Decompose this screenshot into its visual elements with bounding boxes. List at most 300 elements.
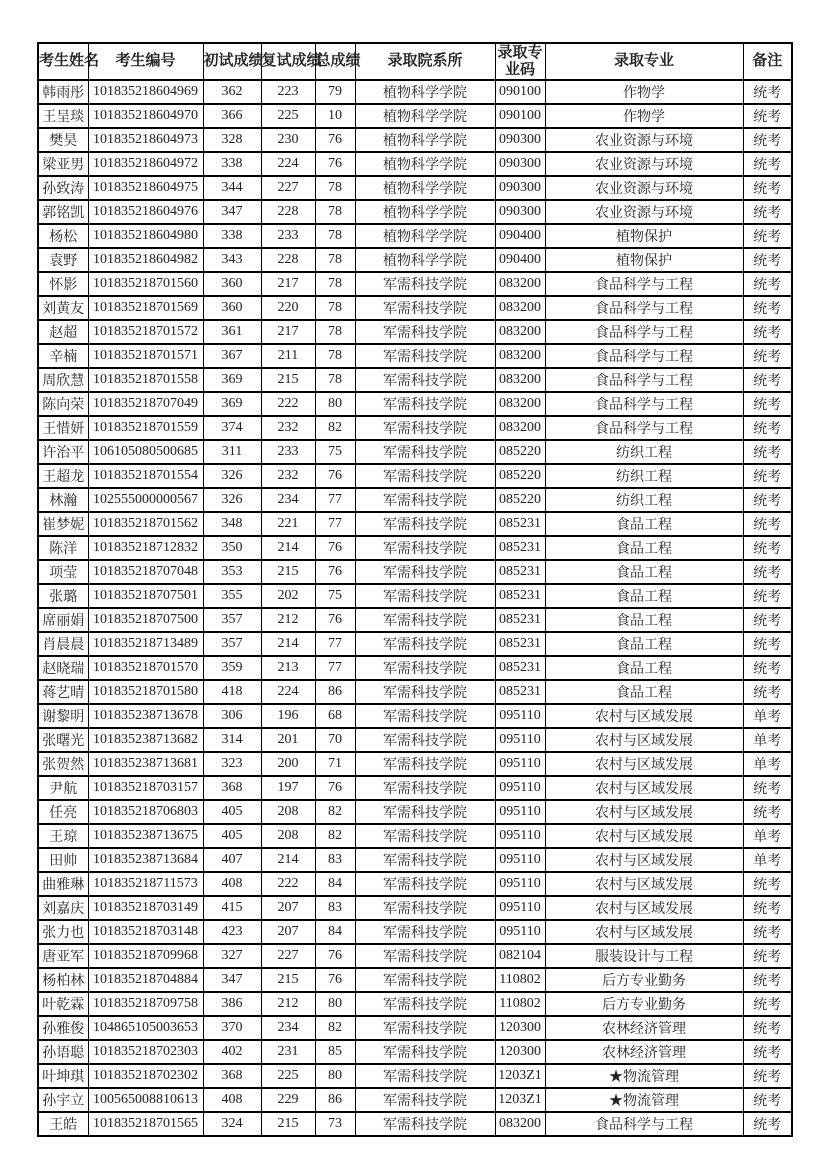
cell-candidate-id: 101835218701554 [88,464,203,488]
cell-remark: 统考 [743,392,792,416]
cell-department: 军需科技学院 [355,824,495,848]
cell-department: 军需科技学院 [355,536,495,560]
cell-major-code: 085231 [495,656,545,680]
cell-major: 食品工程 [545,632,743,656]
cell-remark: 统考 [743,104,792,128]
cell-candidate-id: 101835218702302 [88,1064,203,1088]
cell-department: 军需科技学院 [355,776,495,800]
cell-major-code: 085231 [495,608,545,632]
cell-major: 服装设计与工程 [545,944,743,968]
cell-major-code: 095110 [495,848,545,872]
cell-initial-score: 347 [203,968,261,992]
cell-retest-score: 208 [261,824,315,848]
cell-name: 张曙光 [38,728,88,752]
cell-department: 军需科技学院 [355,944,495,968]
cell-name: 陈洋 [38,536,88,560]
cell-name: 张力也 [38,920,88,944]
column-header-retest-score: 复试成绩 [261,43,315,80]
table-row [38,512,792,536]
cell-major-code: 095110 [495,800,545,824]
cell-remark: 统考 [743,368,792,392]
cell-remark: 统考 [743,512,792,536]
cell-major-code: 095110 [495,728,545,752]
column-header-candidate-id: 考生编号 [88,43,203,80]
cell-initial-score: 415 [203,896,261,920]
cell-initial-score: 361 [203,320,261,344]
cell-total-score: 80 [315,1064,355,1088]
cell-name: 张璐 [38,584,88,608]
cell-candidate-id: 101835218703148 [88,920,203,944]
cell-name: 曲雅琳 [38,872,88,896]
cell-candidate-id: 101835218703149 [88,896,203,920]
cell-name: 孙雅俊 [38,1016,88,1040]
cell-major: ★物流管理 [545,1088,743,1112]
cell-initial-score: 368 [203,1064,261,1088]
cell-candidate-id: 101835238713682 [88,728,203,752]
table-row [38,584,792,608]
cell-remark: 单考 [743,824,792,848]
cell-major: 农村与区域发展 [545,800,743,824]
cell-total-score: 76 [315,608,355,632]
table-row [38,1040,792,1064]
cell-initial-score: 374 [203,416,261,440]
cell-total-score: 78 [315,272,355,296]
cell-candidate-id: 101835218701572 [88,320,203,344]
table-row [38,80,792,104]
cell-name: 孙致涛 [38,176,88,200]
table-row [38,656,792,680]
cell-name: 王琼 [38,824,88,848]
cell-major-code: 090300 [495,128,545,152]
cell-major: 食品工程 [545,536,743,560]
cell-remark: 统考 [743,416,792,440]
cell-total-score: 82 [315,416,355,440]
cell-initial-score: 323 [203,752,261,776]
cell-total-score: 71 [315,752,355,776]
cell-retest-score: 214 [261,632,315,656]
cell-remark: 单考 [743,848,792,872]
cell-remark: 统考 [743,296,792,320]
cell-name: 辛楠 [38,344,88,368]
cell-initial-score: 311 [203,440,261,464]
cell-major-code: 085220 [495,488,545,512]
cell-remark: 统考 [743,920,792,944]
cell-initial-score: 347 [203,200,261,224]
cell-total-score: 77 [315,632,355,656]
cell-major-code: 083200 [495,344,545,368]
cell-total-score: 76 [315,128,355,152]
cell-initial-score: 407 [203,848,261,872]
cell-remark: 统考 [743,224,792,248]
cell-department: 植物科学学院 [355,128,495,152]
cell-major-code: 085231 [495,536,545,560]
cell-retest-score: 222 [261,872,315,896]
table-row [38,248,792,272]
table-row [38,968,792,992]
cell-candidate-id: 101835238713675 [88,824,203,848]
cell-name: 韩雨彤 [38,80,88,104]
table-row [38,824,792,848]
cell-name: 怀影 [38,272,88,296]
cell-major-code: 085220 [495,440,545,464]
cell-candidate-id: 101835218707048 [88,560,203,584]
cell-total-score: 76 [315,464,355,488]
cell-total-score: 76 [315,944,355,968]
table-row [38,1016,792,1040]
cell-name: 项莹 [38,560,88,584]
cell-name: 田帅 [38,848,88,872]
cell-department: 军需科技学院 [355,1016,495,1040]
cell-total-score: 86 [315,1088,355,1112]
cell-major-code: 083200 [495,320,545,344]
cell-department: 植物科学学院 [355,152,495,176]
cell-major-code: 095110 [495,896,545,920]
cell-total-score: 79 [315,80,355,104]
cell-department: 植物科学学院 [355,80,495,104]
cell-department: 军需科技学院 [355,416,495,440]
cell-candidate-id: 100565008810613 [88,1088,203,1112]
cell-major: 食品工程 [545,608,743,632]
admission-results-sheet [37,42,793,1137]
cell-major: 农林经济管理 [545,1016,743,1040]
cell-initial-score: 369 [203,392,261,416]
cell-major-code: 083200 [495,416,545,440]
cell-major-code: 090100 [495,80,545,104]
cell-major-code: 1203Z1 [495,1064,545,1088]
cell-candidate-id: 101835218709758 [88,992,203,1016]
cell-name: 尹航 [38,776,88,800]
cell-major-code: 090100 [495,104,545,128]
cell-remark: 统考 [743,632,792,656]
cell-department: 军需科技学院 [355,1088,495,1112]
cell-major-code: 083200 [495,272,545,296]
cell-candidate-id: 101835218703157 [88,776,203,800]
cell-department: 植物科学学院 [355,200,495,224]
cell-department: 军需科技学院 [355,704,495,728]
cell-initial-score: 405 [203,800,261,824]
cell-remark: 统考 [743,608,792,632]
cell-department: 军需科技学院 [355,800,495,824]
cell-retest-score: 234 [261,1016,315,1040]
cell-total-score: 82 [315,800,355,824]
cell-name: 林瀚 [38,488,88,512]
cell-candidate-id: 101835218701571 [88,344,203,368]
cell-major: 纺织工程 [545,440,743,464]
column-header-major-code: 录取专业码 [495,43,545,80]
cell-name: 叶坤琪 [38,1064,88,1088]
cell-retest-score: 232 [261,416,315,440]
cell-candidate-id: 101835218604973 [88,128,203,152]
cell-retest-score: 229 [261,1088,315,1112]
cell-department: 军需科技学院 [355,752,495,776]
cell-major: 食品科学与工程 [545,392,743,416]
table-row [38,368,792,392]
cell-remark: 统考 [743,656,792,680]
cell-initial-score: 343 [203,248,261,272]
cell-major-code: 090300 [495,200,545,224]
cell-department: 植物科学学院 [355,224,495,248]
cell-department: 军需科技学院 [355,368,495,392]
cell-retest-score: 223 [261,80,315,104]
cell-total-score: 85 [315,1040,355,1064]
cell-candidate-id: 101835218604980 [88,224,203,248]
cell-department: 军需科技学院 [355,608,495,632]
cell-candidate-id: 101835218712832 [88,536,203,560]
cell-candidate-id: 101835218707501 [88,584,203,608]
cell-initial-score: 355 [203,584,261,608]
table-row [38,1088,792,1112]
cell-total-score: 83 [315,848,355,872]
cell-retest-score: 220 [261,296,315,320]
cell-major-code: 120300 [495,1016,545,1040]
cell-initial-score: 314 [203,728,261,752]
cell-total-score: 77 [315,512,355,536]
cell-department: 军需科技学院 [355,296,495,320]
cell-retest-score: 207 [261,896,315,920]
cell-total-score: 77 [315,656,355,680]
cell-initial-score: 306 [203,704,261,728]
table-row [38,1064,792,1088]
cell-major: 农村与区域发展 [545,920,743,944]
cell-major: 食品科学与工程 [545,272,743,296]
cell-department: 军需科技学院 [355,728,495,752]
cell-department: 军需科技学院 [355,656,495,680]
cell-remark: 单考 [743,728,792,752]
cell-major: 食品科学与工程 [545,416,743,440]
cell-initial-score: 366 [203,104,261,128]
cell-total-score: 84 [315,872,355,896]
cell-major-code: 083200 [495,368,545,392]
cell-name: 袁野 [38,248,88,272]
cell-name: 周欣慧 [38,368,88,392]
cell-remark: 统考 [743,536,792,560]
cell-name: 王超龙 [38,464,88,488]
cell-major-code: 095110 [495,752,545,776]
cell-remark: 统考 [743,440,792,464]
cell-candidate-id: 101835238713684 [88,848,203,872]
cell-name: 杨柏林 [38,968,88,992]
cell-department: 军需科技学院 [355,392,495,416]
cell-department: 军需科技学院 [355,1112,495,1136]
cell-retest-score: 233 [261,440,315,464]
cell-initial-score: 338 [203,224,261,248]
cell-name: 王呈琰 [38,104,88,128]
cell-major: 食品工程 [545,680,743,704]
table-row [38,728,792,752]
cell-total-score: 78 [315,296,355,320]
cell-remark: 统考 [743,560,792,584]
cell-major-code: 110802 [495,992,545,1016]
cell-candidate-id: 101835238713678 [88,704,203,728]
cell-candidate-id: 101835218604976 [88,200,203,224]
cell-name: 肖晨晨 [38,632,88,656]
cell-major: 农村与区域发展 [545,896,743,920]
cell-name: 赵超 [38,320,88,344]
cell-retest-score: 230 [261,128,315,152]
cell-initial-score: 370 [203,1016,261,1040]
table-row [38,320,792,344]
cell-major-code: 095110 [495,704,545,728]
cell-initial-score: 369 [203,368,261,392]
cell-name: 杨松 [38,224,88,248]
cell-major: 植物保护 [545,224,743,248]
cell-total-score: 68 [315,704,355,728]
cell-candidate-id: 101835218701558 [88,368,203,392]
table-row [38,272,792,296]
cell-remark: 统考 [743,152,792,176]
cell-major-code: 085231 [495,680,545,704]
cell-department: 军需科技学院 [355,848,495,872]
cell-remark: 统考 [743,128,792,152]
cell-retest-score: 215 [261,368,315,392]
cell-department: 植物科学学院 [355,176,495,200]
cell-total-score: 82 [315,1016,355,1040]
cell-initial-score: 348 [203,512,261,536]
table-row [38,608,792,632]
cell-retest-score: 211 [261,344,315,368]
table-row [38,464,792,488]
cell-major: 农村与区域发展 [545,848,743,872]
cell-name: 樊昊 [38,128,88,152]
cell-candidate-id: 101835218701569 [88,296,203,320]
cell-retest-score: 225 [261,104,315,128]
cell-remark: 统考 [743,872,792,896]
cell-department: 军需科技学院 [355,920,495,944]
cell-major: 农业资源与环境 [545,176,743,200]
cell-major: 农村与区域发展 [545,824,743,848]
cell-department: 军需科技学院 [355,464,495,488]
cell-major: 农村与区域发展 [545,704,743,728]
cell-name: 王皓 [38,1112,88,1136]
cell-remark: 统考 [743,896,792,920]
cell-retest-score: 212 [261,608,315,632]
cell-major-code: 095110 [495,872,545,896]
cell-total-score: 75 [315,440,355,464]
cell-name: 席丽娟 [38,608,88,632]
cell-remark: 统考 [743,1112,792,1136]
cell-department: 军需科技学院 [355,968,495,992]
cell-initial-score: 353 [203,560,261,584]
cell-name: 刘黄友 [38,296,88,320]
cell-total-score: 80 [315,992,355,1016]
cell-major-code: 083200 [495,296,545,320]
cell-initial-score: 360 [203,272,261,296]
cell-retest-score: 228 [261,200,315,224]
cell-major: 食品科学与工程 [545,296,743,320]
cell-total-score: 78 [315,368,355,392]
cell-name: 谢黎明 [38,704,88,728]
cell-remark: 统考 [743,776,792,800]
cell-remark: 统考 [743,464,792,488]
cell-retest-score: 215 [261,1112,315,1136]
cell-name: 赵晓瑞 [38,656,88,680]
cell-remark: 统考 [743,968,792,992]
cell-candidate-id: 102555000000567 [88,488,203,512]
cell-name: 郭铭凯 [38,200,88,224]
cell-initial-score: 326 [203,488,261,512]
cell-department: 军需科技学院 [355,896,495,920]
cell-department: 军需科技学院 [355,560,495,584]
cell-major-code: 083200 [495,392,545,416]
cell-total-score: 76 [315,968,355,992]
cell-remark: 单考 [743,704,792,728]
cell-total-score: 83 [315,896,355,920]
cell-retest-score: 212 [261,992,315,1016]
cell-retest-score: 228 [261,248,315,272]
cell-major: 农林经济管理 [545,1040,743,1064]
admission-results-table [37,42,793,1137]
cell-retest-score: 207 [261,920,315,944]
cell-major-code: 085231 [495,560,545,584]
cell-retest-score: 217 [261,320,315,344]
cell-remark: 统考 [743,944,792,968]
column-header-initial-score: 初试成绩 [203,43,261,80]
cell-total-score: 70 [315,728,355,752]
cell-department: 军需科技学院 [355,872,495,896]
table-row [38,1112,792,1136]
cell-candidate-id: 101835218711573 [88,872,203,896]
cell-total-score: 76 [315,560,355,584]
cell-major: 食品工程 [545,656,743,680]
cell-initial-score: 344 [203,176,261,200]
table-row [38,560,792,584]
cell-candidate-id: 101835218713489 [88,632,203,656]
cell-total-score: 75 [315,584,355,608]
cell-retest-score: 224 [261,680,315,704]
cell-major: 食品科学与工程 [545,320,743,344]
cell-initial-score: 362 [203,80,261,104]
cell-total-score: 78 [315,320,355,344]
cell-remark: 统考 [743,320,792,344]
cell-remark: 统考 [743,1064,792,1088]
cell-retest-score: 196 [261,704,315,728]
cell-name: 梁亚男 [38,152,88,176]
cell-retest-score: 231 [261,1040,315,1064]
table-row [38,632,792,656]
cell-name: 刘嘉庆 [38,896,88,920]
cell-total-score: 10 [315,104,355,128]
cell-major-code: 095110 [495,824,545,848]
cell-major: 食品工程 [545,512,743,536]
cell-candidate-id: 101835218701570 [88,656,203,680]
cell-remark: 统考 [743,200,792,224]
column-header-name: 考生姓名 [38,43,88,80]
cell-remark: 统考 [743,800,792,824]
cell-remark: 统考 [743,272,792,296]
cell-candidate-id: 104865105003653 [88,1016,203,1040]
table-row [38,416,792,440]
cell-initial-score: 359 [203,656,261,680]
cell-remark: 统考 [743,488,792,512]
cell-initial-score: 327 [203,944,261,968]
table-row [38,944,792,968]
cell-total-score: 76 [315,776,355,800]
table-row [38,224,792,248]
cell-department: 军需科技学院 [355,272,495,296]
cell-name: 唐亚军 [38,944,88,968]
cell-initial-score: 328 [203,128,261,152]
cell-major-code: 095110 [495,776,545,800]
table-row [38,392,792,416]
cell-major-code: 082104 [495,944,545,968]
cell-department: 军需科技学院 [355,992,495,1016]
cell-candidate-id: 101835218702303 [88,1040,203,1064]
cell-retest-score: 215 [261,968,315,992]
cell-retest-score: 208 [261,800,315,824]
cell-candidate-id: 101835218604975 [88,176,203,200]
table-row [38,752,792,776]
cell-total-score: 84 [315,920,355,944]
